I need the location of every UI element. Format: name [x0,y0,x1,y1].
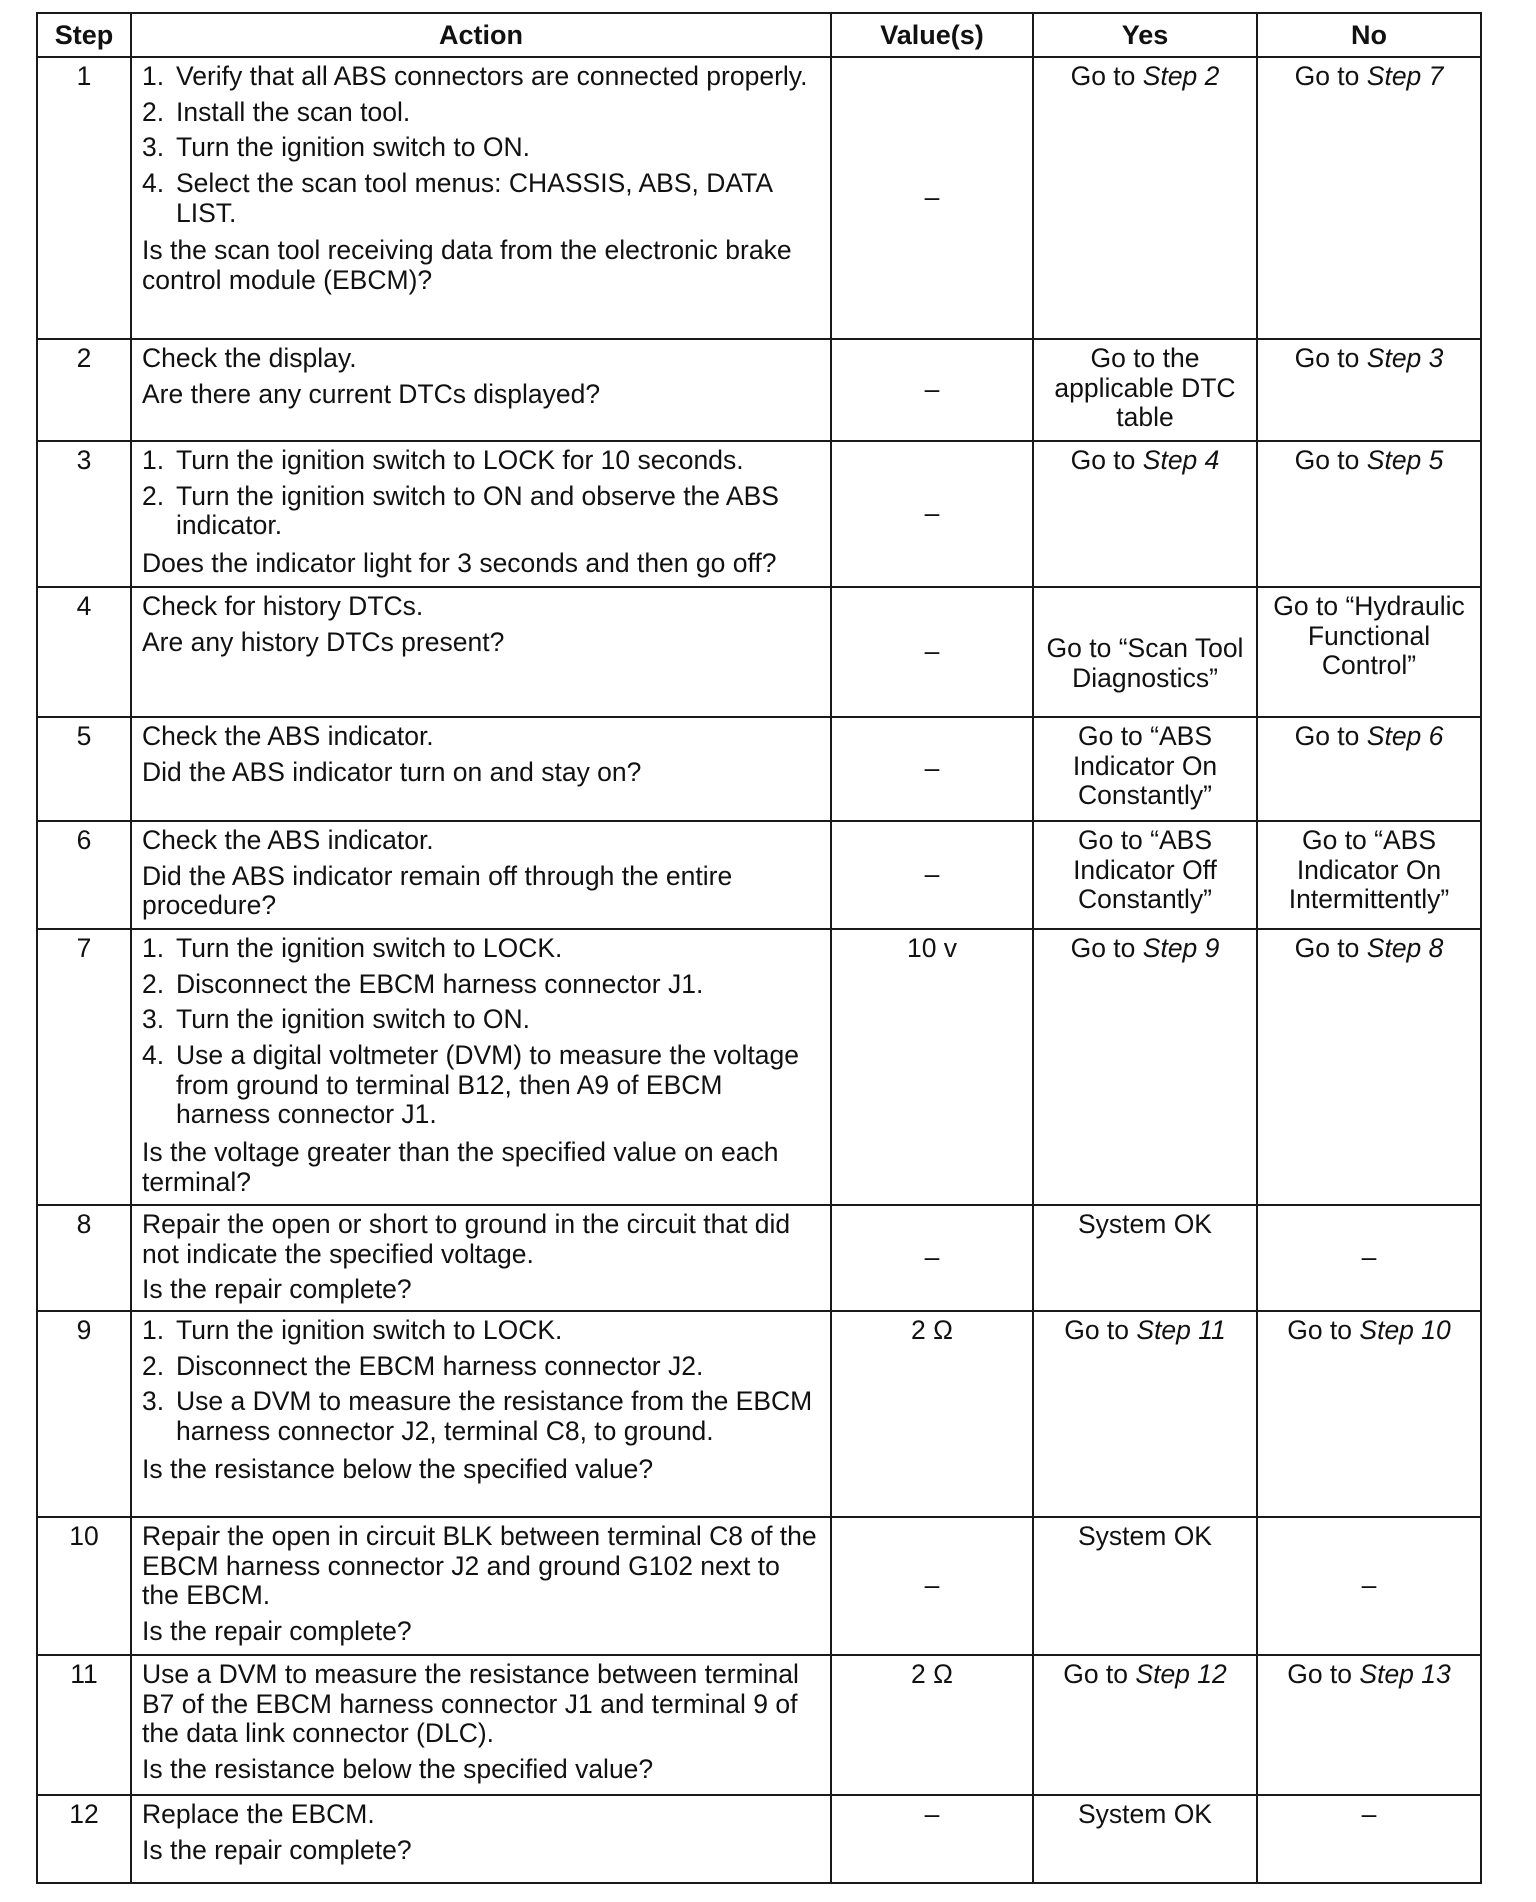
action-cell [131,1655,831,1795]
go-to-prefix: Go to [1070,445,1143,475]
step-number: 12 [37,1795,131,1883]
no-cell [1257,929,1481,1205]
table-row [37,441,1481,587]
action-question: Is the voltage greater than the specified value on each terminal? [142,1137,779,1197]
go-to-prefix: Go to [1064,1315,1137,1345]
action-item-number: 3. [142,1386,165,1417]
action-item-text: Turn the ignition switch to ON. [176,132,530,163]
go-to-prefix: Go to [1063,1659,1136,1689]
action-question: Did the ABS indicator turn on and stay on? [142,756,642,787]
yes-cell [1033,1655,1257,1795]
step-number: 2 [37,339,131,441]
value-cell: – [831,1517,1033,1655]
action-check: Check the ABS indicator. [142,721,434,751]
action-check: Check for history DTCs. [142,591,424,621]
action-check: Check the ABS indicator. [142,825,434,855]
action-item [142,934,820,964]
no-cell: – [1257,1517,1481,1655]
action-cell [131,1311,831,1517]
action-item [142,1352,820,1382]
step-number: 3 [37,441,131,587]
table-row [37,57,1481,339]
diagnostic-table [36,12,1482,1884]
value-cell: 2 Ω [831,1655,1033,1795]
header-no: No [1257,13,1481,57]
step-number: 1 [37,57,131,339]
action-question: Is the scan tool receiving data from the electronic brake control module (EBCM)? [142,235,792,296]
action-cell [131,717,831,821]
action-item-number: 4. [142,168,165,199]
action-item [142,1316,820,1346]
value-cell: – [831,57,1033,339]
step-reference: Step 4 [1142,445,1220,475]
action-cell [131,929,831,1205]
value-cell: – [831,587,1033,717]
yes-cell: Go to “ABS Indicator Off Constantly” [1033,821,1257,929]
action-check: Check the display. [142,343,357,373]
action-item-number: 2. [142,96,165,127]
yes-cell: Go to the applicable DTC table [1033,339,1257,441]
step-reference: Step 10 [1359,1315,1451,1345]
action-item-text: Install the scan tool. [176,96,411,127]
step-number: 9 [37,1311,131,1517]
action-item [142,970,820,1000]
yes-cell [1033,57,1257,339]
action-check: Replace the EBCM. [142,1799,375,1829]
no-cell [1257,1655,1481,1795]
action-item [142,1005,820,1035]
go-to-prefix: Go to [1294,721,1367,751]
action-cell [131,441,831,587]
step-reference: Step 6 [1366,721,1444,751]
value-cell: 10 v [831,929,1033,1205]
step-reference: Step 2 [1142,61,1220,91]
table-row [37,1205,1481,1311]
action-check: Repair the open in circuit BLK between terminal C8 of the EBCM harness connector J2 and ground G102 next to the EBCM. [142,1521,817,1611]
header-step: Step [37,13,131,57]
header-row [37,13,1481,57]
action-item-number: 1. [142,61,165,91]
action-item [142,1041,820,1130]
step-number: 6 [37,821,131,929]
table-row [37,717,1481,821]
table-row [37,1795,1481,1883]
no-cell [1257,1311,1481,1517]
go-to-prefix: Go to [1287,1659,1360,1689]
table-row [37,587,1481,717]
action-item-number: 1. [142,933,165,963]
step-reference: Step 8 [1366,933,1444,963]
action-item-text: Turn the ignition switch to LOCK for 10 seconds. [176,445,744,475]
go-to-prefix: Go to [1294,61,1367,91]
go-to-prefix: Go to [1287,1315,1360,1345]
action-item [142,98,820,128]
action-cell [131,57,831,339]
action-item [142,62,820,92]
value-cell: – [831,821,1033,929]
go-to-prefix: Go to [1294,933,1367,963]
action-list [142,934,820,1130]
action-list [142,446,820,541]
table-row [37,1517,1481,1655]
yes-cell [1033,929,1257,1205]
action-cell [131,1205,831,1311]
step-reference: Step 7 [1366,61,1444,91]
step-reference: Step 12 [1135,1659,1227,1689]
action-question: Is the repair complete? [142,1834,412,1865]
action-question: Is the repair complete? [142,1616,412,1647]
yes-cell: System OK [1033,1205,1257,1311]
action-item-number: 3. [142,132,165,163]
step-reference: Step 13 [1359,1659,1451,1689]
value-cell: – [831,441,1033,587]
yes-cell: Go to “Scan Tool Diagnostics” [1033,587,1257,717]
action-item-text: Turn the ignition switch to LOCK. [176,1315,563,1345]
value-cell: 2 Ω [831,1311,1033,1517]
value-cell: – [831,1795,1033,1883]
step-number: 8 [37,1205,131,1311]
header-yes: Yes [1033,13,1257,57]
go-to-prefix: Go to [1070,933,1143,963]
no-cell: – [1257,1795,1481,1883]
action-item [142,1387,820,1446]
step-reference: Step 11 [1136,1315,1226,1345]
no-cell [1257,339,1481,441]
no-cell: – [1257,1205,1481,1311]
action-cell [131,587,831,717]
table-row [37,339,1481,441]
action-check: Repair the open or short to ground in the circuit that did not indicate the specified voltage. [142,1209,791,1269]
no-cell [1257,441,1481,587]
value-cell: – [831,1205,1033,1311]
step-reference: Step 3 [1366,343,1444,373]
action-item-number: 1. [142,1315,165,1345]
value-cell: – [831,339,1033,441]
no-cell [1257,717,1481,821]
action-item [142,169,820,228]
action-cell [131,339,831,441]
action-item-text: Disconnect the EBCM harness connector J1. [176,968,704,999]
yes-cell [1033,1311,1257,1517]
action-item-text: Turn the ignition switch to LOCK. [176,933,563,963]
action-cell [131,1517,831,1655]
step-reference: Step 5 [1366,445,1444,475]
action-item-text: Turn the ignition switch to ON and observe the ABS indicator. [176,480,779,541]
table-row [37,1655,1481,1795]
no-cell: Go to “ABS Indicator On Intermittently” [1257,821,1481,929]
action-question: Are there any current DTCs displayed? [142,378,601,409]
action-question: Is the resistance below the specified value? [142,1453,654,1484]
go-to-prefix: Go to [1294,343,1367,373]
go-to-prefix: Go to [1294,445,1367,475]
step-reference: Step 9 [1142,933,1220,963]
action-item [142,446,820,476]
action-list [142,62,820,228]
step-number: 10 [37,1517,131,1655]
action-question: Does the indicator light for 3 seconds and then go off? [142,548,777,579]
yes-cell: Go to “ABS Indicator On Constantly” [1033,717,1257,821]
no-cell: Go to “Hydraulic Functional Control” [1257,587,1481,717]
go-to-prefix: Go to [1070,61,1143,91]
action-question: Did the ABS indicator remain off through the entire procedure? [142,860,733,921]
action-item-number: 3. [142,1004,165,1035]
header-values: Value(s) [831,13,1033,57]
header-action: Action [131,13,831,57]
action-item-number: 4. [142,1040,165,1071]
action-item-text: Turn the ignition switch to ON. [176,1004,530,1035]
step-number: 7 [37,929,131,1205]
action-item-number: 2. [142,480,165,511]
action-cell [131,1795,831,1883]
action-item-number: 2. [142,968,165,999]
action-question: Is the repair complete? [142,1274,412,1305]
yes-cell [1033,441,1257,587]
step-number: 4 [37,587,131,717]
action-question: Are any history DTCs present? [142,626,505,657]
action-item-number: 2. [142,1350,165,1381]
action-item [142,133,820,163]
yes-cell: System OK [1033,1517,1257,1655]
step-number: 11 [37,1655,131,1795]
action-item-text: Use a digital voltmeter (DVM) to measure the voltage from ground to terminal B12, then A9 of EBCM harness connector J1. [176,1040,800,1130]
action-item [142,482,820,541]
action-item-text: Verify that all ABS connectors are connected properly. [176,61,808,91]
action-question: Is the resistance below the specified value? [142,1754,654,1785]
action-item-text: Select the scan tool menus: CHASSIS, ABS, DATA LIST. [176,168,772,228]
table-row [37,1311,1481,1517]
action-list [142,1316,820,1447]
action-item-text: Disconnect the EBCM harness connector J2. [176,1350,704,1381]
table-row [37,929,1481,1205]
yes-cell: System OK [1033,1795,1257,1883]
action-cell [131,821,831,929]
action-check: Use a DVM to measure the resistance between terminal B7 of the EBCM harness connector J1 and terminal 9 of the data link connector (DLC). [142,1659,799,1749]
action-item-number: 1. [142,445,165,475]
no-cell [1257,57,1481,339]
action-item-text: Use a DVM to measure the resistance from the EBCM harness connector J2, terminal C8, to ground. [176,1386,813,1447]
table-row [37,821,1481,929]
value-cell: – [831,717,1033,821]
step-number: 5 [37,717,131,821]
